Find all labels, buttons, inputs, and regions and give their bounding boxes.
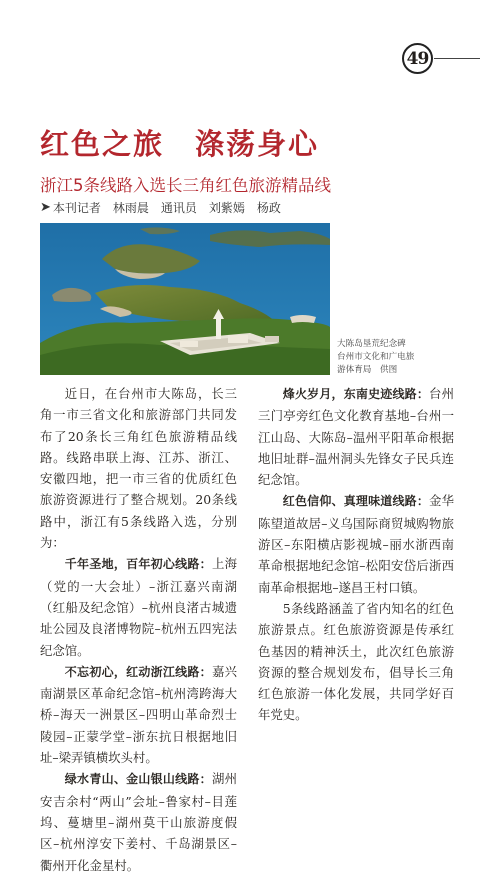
paragraph	[40, 553, 237, 660]
article-subtitle: 浙江5条线路入选长三角红色旅游精品线	[40, 176, 331, 195]
page-number: 49	[402, 43, 433, 74]
route-text: 金华陈望道故居–义乌国际商贸城购物旅游区–东阳横店影视城–丽水浙西南革命根据地纪念馆–松阳安岱后浙西南革命根据地–遂昌王村口镇。	[258, 493, 454, 595]
header-rule	[434, 58, 480, 59]
article-column-right	[258, 383, 454, 726]
route-heading: 绿水青山、金山银山线路：	[64, 772, 212, 787]
page-number-badge	[395, 42, 480, 76]
article-column-left	[40, 383, 237, 876]
island-monument-photo	[40, 223, 330, 375]
route-heading: 烽火岁月，东南史迹线路：	[282, 387, 430, 401]
paragraph: 5条线路涵盖了省内知名的红色旅游景点。红色旅游资源是传承红色基因的精神沃土，此次红色旅游资源的整合规划发布，倡导长三角红色旅游一体化发展，共同学好百年党史。	[258, 600, 454, 723]
route-text: 湖州安吉余村“两山”会址–鲁家村–目莲坞、蔓塘里–湖州莫干山旅游度假区–杭州淳安下姜村、千岛湖景区–衢州开化金星村。	[40, 771, 237, 873]
route-text: 台州三门亭旁红色文化教育基地–台州一江山岛、大陈岛–温州平阳革命根据地旧址群–温州洞头先锋女子民兵连纪念馆。	[258, 386, 454, 488]
paragraph: 近日，在台州市大陈岛，长三角一市三省文化和旅游部门共同发布了20条长三角红色旅游精品线路。线路串联上海、江苏、浙江、安徽四地，把一市三省的优质红色旅游资源进行了整合规划。20条线路中，浙江有5条线路入选，分别为：	[40, 386, 237, 551]
route-heading: 红色信仰、真理味道线路：	[282, 494, 430, 509]
route-heading: 千年圣地，百年初心线路：	[64, 557, 212, 572]
route-text: 上海（党的一大会址）–浙江嘉兴南湖（红船及纪念馆）–杭州良渚古城遗址公园及良渚博物院–杭州五四宪法纪念馆。	[40, 556, 237, 658]
caption-line: 大陈岛垦荒纪念碑	[337, 339, 406, 349]
byline	[40, 199, 281, 216]
route-text: 嘉兴南湖景区革命纪念馆–杭州湾跨海大桥–海天一洲景区–四明山革命烈士陵园–正蒙学堂–浙东抗日根据地旧址–梁弄镇横坎头村。	[40, 663, 237, 766]
photo-caption	[337, 338, 457, 377]
article-title: 红色之旅 涤荡身心	[40, 127, 320, 161]
caption-line: 游体育局 供图	[337, 365, 398, 375]
route-heading: 不忘初心，红动浙江线路：	[64, 664, 212, 679]
caption-line: 台州市文化和广电旅	[337, 352, 415, 362]
chevron-right-icon: ➤	[40, 200, 51, 215]
paragraph	[40, 768, 237, 875]
paragraph	[258, 490, 454, 597]
paragraph	[258, 383, 454, 490]
byline-text: 本刊记者 林雨晨 通讯员 刘紫嫣 杨政	[52, 201, 281, 215]
paragraph	[40, 661, 237, 768]
